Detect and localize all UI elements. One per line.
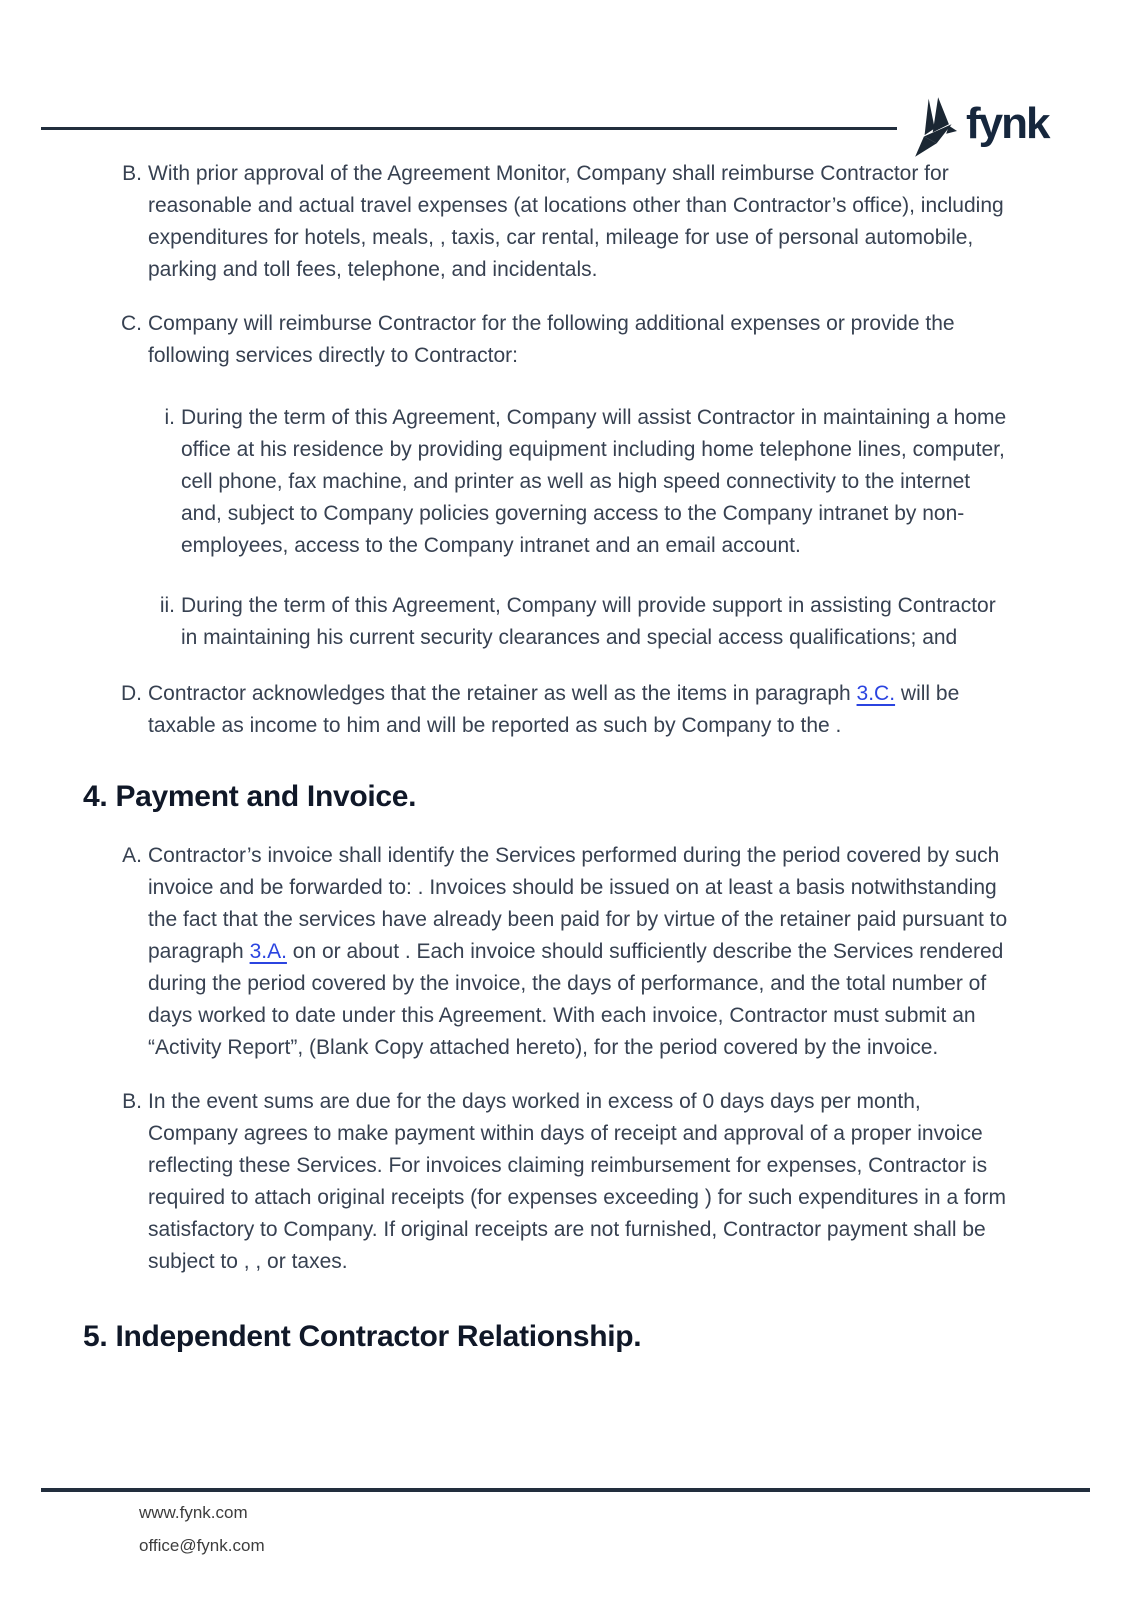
item-text-before: Contractor’s invoice shall identify the Services performed during the period covered by such invoice and be forwarded to: . Invoices should be issued on at least a basis notwithstanding the fact that the services have already been paid for by virtue of the retainer paid pursuant to paragraph: [148, 844, 1008, 963]
item-marker: B.: [122, 1090, 142, 1113]
item-text: [148, 682, 959, 737]
roman-sublist: [0, 402, 1016, 654]
item-text: With prior approval of the Agreement Monitor, Company shall reimburse Contractor for reasonable and actual travel expenses (at locations other than Contractor’s office), including expenditures for hotels, meals, , taxis, car rental, mileage for use of personal automobile, parking and toll fees, telephone, and incidentals.: [148, 162, 1004, 281]
footer-email: office@fynk.com: [139, 1536, 265, 1555]
fynk-logo-wordmark: fynk: [966, 99, 1049, 148]
list-item-3c: [0, 308, 1016, 372]
section-5-heading: 5. Independent Contractor Relationship.: [83, 1320, 642, 1353]
list-item-4a: [0, 840, 1016, 1064]
item-marker: B.: [122, 162, 142, 185]
footer: [139, 1496, 265, 1562]
header-rule: [41, 127, 897, 130]
fynk-logo: [903, 94, 1048, 160]
item-text: During the term of this Agreement, Company will provide support in assisting Contractor in maintaining his current security clearances and special access qualifications; and: [181, 594, 996, 649]
item-text-after: on or about . Each invoice should sufficiently describe the Services rendered during the period covered by the invoice, the days of performance, and the total number of days worked to date under this Agreement. With each invoice, Contractor must submit an “Activity Report”, (Blank Copy attached hereto), for the period covered by the invoice.: [148, 940, 1004, 1059]
item-text-before: Contractor acknowledges that the retainer as well as the items in paragraph: [148, 682, 857, 705]
item-text: During the term of this Agreement, Company will assist Contractor in maintaining a home office at his residence by providing equipment including home telephone lines, computer, cell phone, fax machine, and printer as well as high speed connectivity to the internet and, subject to Company policies governing access to the Company intranet by non-employees, access to the Company intranet and an email account.: [181, 406, 1007, 557]
footer-website: www.fynk.com: [139, 1503, 248, 1522]
document-body: [0, 158, 1016, 1356]
item-marker: i.: [164, 406, 175, 429]
item-marker: D.: [121, 682, 142, 705]
item-text: In the event sums are due for the days worked in excess of 0 days days per month, Company agrees to make payment within days of receipt and approval of a proper invoice reflecting these Services. For invoices claiming reimbursement for expenses, Contractor is required to attach original receipts (for expenses exceeding ) for such expenditures in a form satisfactory to Company. If original receipts are not furnished, Contractor payment shall be subject to , , or taxes.: [148, 1090, 1006, 1273]
list-item-3d: [0, 678, 1016, 742]
item-text: [148, 844, 1007, 1059]
item-marker: A.: [122, 844, 142, 867]
item-text: Company will reimburse Contractor for the following additional expenses or provide the following services directly to Contractor:: [148, 312, 955, 367]
footer-rule: [41, 1488, 1090, 1492]
paragraph-3a-link[interactable]: 3.A.: [249, 940, 287, 963]
item-text-after: will be taxable as income to him and will be reported as such by Company to the .: [148, 682, 960, 737]
list-item-4b: [0, 1086, 1016, 1278]
list-item-3b: [0, 158, 1016, 286]
paragraph-3c-link[interactable]: 3.C.: [856, 682, 896, 705]
list-item-3c-i: [0, 402, 1016, 562]
fynk-logo-bird-icon: [903, 94, 957, 160]
item-marker: C.: [121, 312, 142, 335]
item-marker: ii.: [159, 594, 175, 617]
list-item-3c-ii: [0, 590, 1016, 654]
section-4-heading: 4. Payment and Invoice.: [83, 780, 417, 813]
